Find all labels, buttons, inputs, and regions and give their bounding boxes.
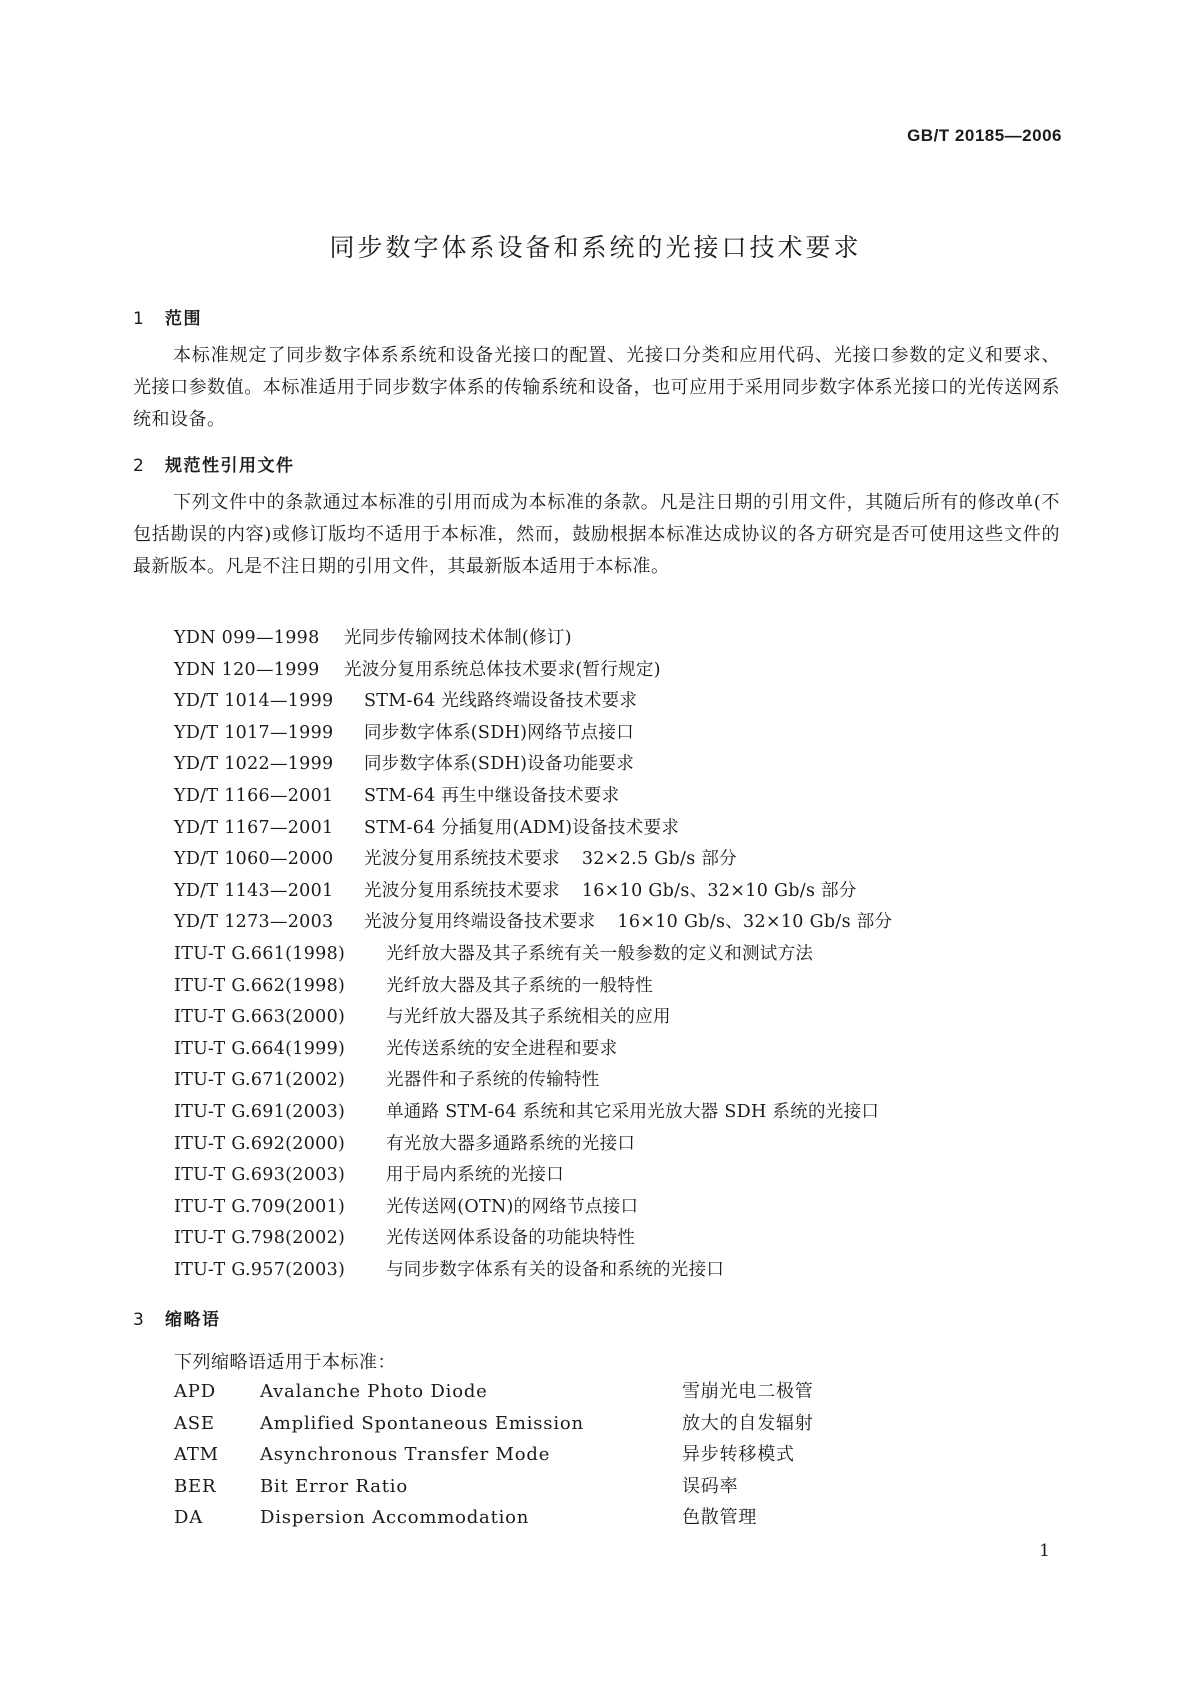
reference-title: 光传送系统的安全进程和要求 [386, 1038, 618, 1059]
reference-item [174, 718, 892, 750]
abbreviation-row [174, 1439, 814, 1471]
reference-item [174, 1192, 892, 1224]
reference-item [174, 655, 892, 687]
reference-item [174, 1034, 892, 1066]
reference-title: 有光放大器多通路系统的光接口 [386, 1133, 636, 1154]
reference-title: 光同步传输网技术体制(修订) [344, 628, 572, 648]
abbreviation-chinese: 异步转移模式 [682, 1444, 795, 1466]
section-number: 1 [133, 309, 146, 329]
reference-code: YD/T 1014—1999 [174, 691, 334, 712]
reference-code: YD/T 1166—2001 [174, 785, 334, 806]
abbreviations-intro: 下列缩略语适用于本标准： [174, 1352, 396, 1373]
abbreviation-row [174, 1376, 814, 1408]
abbreviation-row [174, 1408, 814, 1440]
section-2-paragraph: 下列文件中的条款通过本标准的引用而成为本标准的条款。凡是注日期的引用文件，其随后所有的修改单(不包括勘误的内容)或修订版均不适用于本标准，然而，鼓励根据本标准达成协议的各方研究是否可使用这些文件的最新版本。凡是不注日期的引用文件，其最新版本适用于本标准。 [133, 492, 1060, 577]
reference-extra: 32×2.5 Gb/s 部分 [581, 849, 737, 870]
abbreviation-chinese: 雪崩光电二极管 [682, 1381, 814, 1402]
reference-code: ITU-T G.671(2002) [174, 1070, 346, 1091]
abbreviation-code: DA [174, 1507, 204, 1529]
reference-title: 光纤放大器及其子系统有关一般参数的定义和测试方法 [386, 943, 814, 964]
section-number: 2 [133, 456, 146, 476]
reference-code: ITU-T G.798(2002) [174, 1228, 346, 1249]
section-2-heading [133, 451, 295, 476]
reference-title: 光波分复用系统总体技术要求(暂行规定) [344, 659, 661, 680]
reference-title: 光波分复用系统技术要求 [364, 849, 560, 870]
reference-code: ITU-T G.692(2000) [174, 1133, 346, 1154]
reference-list [174, 623, 892, 1286]
reference-title: 光纤放大器及其子系统的一般特性 [386, 975, 653, 996]
section-number: 3 [133, 1310, 146, 1330]
reference-item [174, 749, 892, 781]
reference-code: ITU-T G.957(2003) [174, 1259, 346, 1280]
reference-item [174, 939, 892, 971]
reference-code: YD/T 1017—1999 [174, 722, 334, 743]
reference-title: 单通路 STM-64 系统和其它采用光放大器 SDH 系统的光接口 [386, 1101, 880, 1122]
reference-item [174, 1065, 892, 1097]
reference-code: ITU-T G.664(1999) [174, 1038, 346, 1059]
abbreviation-english: Amplified Spontaneous Emission [260, 1412, 584, 1434]
reference-code: YD/T 1167—2001 [174, 817, 334, 838]
abbreviation-chinese: 误码率 [682, 1475, 739, 1497]
reference-code: YD/T 1273—2003 [174, 912, 334, 933]
reference-title: STM-64 再生中继设备技术要求 [364, 785, 620, 806]
reference-title: 光波分复用终端设备技术要求 [364, 912, 596, 933]
reference-code: ITU-T G.693(2003) [174, 1165, 346, 1186]
reference-item [174, 781, 892, 813]
document-title: 同步数字体系设备和系统的光接口技术要求 [329, 233, 862, 262]
section-3-heading [133, 1305, 221, 1330]
section-1-paragraph: 本标准规定了同步数字体系系统和设备光接口的配置、光接口分类和应用代码、光接口参数的定义和要求、光接口参数值。本标准适用于同步数字体系的传输系统和设备，也可应用于采用同步数字体系光接口的光传送网系统和设备。 [133, 345, 1060, 430]
reference-item [174, 876, 892, 908]
page-number: 1 [1039, 1541, 1050, 1561]
abbreviation-english: Dispersion Accommodation [260, 1507, 530, 1529]
reference-code: YD/T 1143—2001 [174, 880, 334, 901]
reference-item [174, 1002, 892, 1034]
reference-title: 光波分复用系统技术要求 [364, 880, 560, 901]
reference-title: 同步数字体系(SDH)设备功能要求 [364, 754, 635, 775]
abbreviation-english: Bit Error Ratio [260, 1475, 408, 1497]
section-1-heading [133, 304, 202, 329]
reference-item [174, 1097, 892, 1129]
section-title: 缩略语 [165, 1310, 221, 1330]
reference-code: YDN 120—1999 [174, 659, 320, 680]
standard-code: GB/T 20185—2006 [907, 126, 1062, 145]
abbreviation-chinese: 放大的自发辐射 [682, 1412, 814, 1434]
reference-item [174, 844, 892, 876]
reference-item [174, 971, 892, 1003]
reference-title: STM-64 分插复用(ADM)设备技术要求 [364, 817, 680, 838]
reference-title: 与同步数字体系有关的设备和系统的光接口 [386, 1259, 725, 1280]
abbreviation-chinese: 色散管理 [682, 1507, 758, 1529]
reference-item [174, 907, 892, 939]
reference-code: YD/T 1060—2000 [174, 849, 334, 870]
reference-title: 同步数字体系(SDH)网络节点接口 [364, 722, 635, 743]
reference-code: YD/T 1022—1999 [174, 754, 334, 775]
reference-item [174, 1129, 892, 1161]
abbreviation-english: Asynchronous Transfer Mode [260, 1444, 551, 1466]
reference-title: 用于局内系统的光接口 [386, 1165, 564, 1186]
section-title: 规范性引用文件 [165, 456, 295, 476]
reference-item [174, 686, 892, 718]
section-title: 范围 [165, 309, 202, 329]
reference-code: ITU-T G.709(2001) [174, 1196, 346, 1217]
reference-title: 与光纤放大器及其子系统相关的应用 [386, 1007, 671, 1028]
reference-code: ITU-T G.691(2003) [174, 1101, 346, 1122]
reference-code: ITU-T G.661(1998) [174, 943, 346, 964]
reference-code: YDN 099—1998 [174, 628, 320, 648]
abbreviation-list [174, 1376, 814, 1534]
abbreviation-english: Avalanche Photo Diode [260, 1381, 488, 1402]
reference-title: 光传送网体系设备的功能块特性 [386, 1228, 636, 1249]
reference-code: ITU-T G.662(1998) [174, 975, 346, 996]
reference-title: STM-64 光线路终端设备技术要求 [364, 691, 638, 712]
reference-item [174, 1255, 892, 1287]
reference-title: 光传送网(OTN)的网络节点接口 [386, 1196, 639, 1217]
abbreviation-code: APD [174, 1381, 216, 1402]
reference-title: 光器件和子系统的传输特性 [386, 1070, 600, 1091]
reference-item [174, 813, 892, 845]
reference-code: ITU-T G.663(2000) [174, 1007, 346, 1028]
abbreviation-row [174, 1502, 814, 1534]
abbreviation-code: ASE [174, 1412, 215, 1434]
reference-item [174, 623, 892, 655]
reference-item [174, 1223, 892, 1255]
abbreviation-code: ATM [174, 1444, 219, 1466]
reference-extra: 16×10 Gb/s、32×10 Gb/s 部分 [581, 880, 857, 901]
abbreviation-row [174, 1471, 814, 1503]
reference-item [174, 1160, 892, 1192]
abbreviation-code: BER [174, 1475, 217, 1497]
reference-extra: 16×10 Gb/s、32×10 Gb/s 部分 [617, 912, 893, 933]
